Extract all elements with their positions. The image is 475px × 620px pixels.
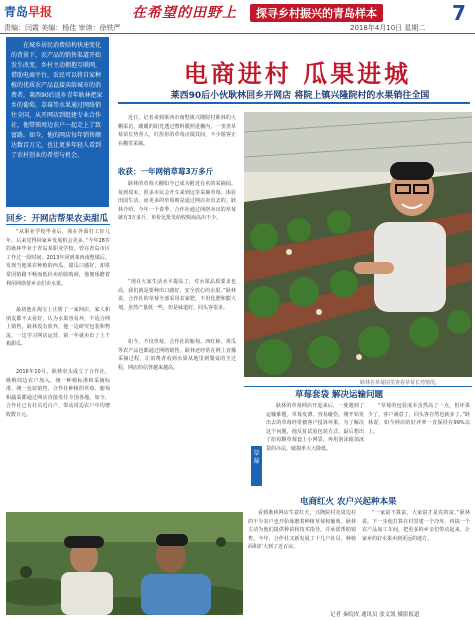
left-divider [6, 224, 110, 225]
section-divider-1 [244, 386, 472, 387]
editor-meta: 责编：闫霞 美编：杨佳 审读：徐铁严 [4, 24, 121, 32]
left-para-3: 2016年10月，耿林牵头成立了合作社，吸纳周边农户加入，统一种植标准和采摘标准，统一包装销售，合作社种植的草莓、葡萄和蔬菜都通过网店直接发往全国各地。如今，合作社已有社员近百户，带动周边农户年均增收数万元。 [6, 369, 110, 418]
headline-rule [118, 102, 470, 104]
left-heading: 回乡：开网店帮果农卖甜瓜 [6, 214, 109, 224]
photo-caption: 耿林在草莓园里查看草莓长势情况。 [360, 380, 441, 386]
credits: 记者 秦皖玫 通讯员 张文凯 摄影报道 [330, 612, 420, 618]
newspaper-logo [4, 3, 52, 20]
photo-man-in-strawberry-greenhouse [244, 112, 472, 377]
mid-para-2: 耿林的草莓大棚如今已成为附近有名的采摘园。每到周末，很多市民会开车来到这里采摘草莓，体验田园生活。而更多的草莓则是通过网店卖出去的。耿林介绍，今年一个春季，合作社通过网络卖出的草莓就有3万多斤，单价比批发给收购商高出不少。 [118, 181, 236, 222]
mid-para-3: “现在大家生活水平提高了，对水果品质要求也高，我们就是要种出口感好、安全放心的水果。”耿林说，合作社的草莓全部采用农家肥，不用化肥和膨大剂，虽然产量低一些，但是味道好，回头客很多。 [118, 279, 236, 311]
intro-box: 在城乡居民消费结构快速变化的背景下，农产品的销售渠道开始发生改变，乡村主动拥抱互联网，借助电商平台，农民可以将自家种植的优质农产品直接卖给城市的消费者。莱西90后返乡青年耿林把家乡的葡萄、草莓等水果通过网络销往全国，从开网店到组建专业合作社，他带领周边农户一起走上了致富路。如今，他的网店每年销售额达数百万元，也让更多年轻人看到了农村创业的希望与机会。 [6, 37, 109, 207]
mid-section-heading: 收获：一年网销草莓3万多斤 [118, 167, 214, 176]
strawberry-para-2: “草莓的包装成本虽然高了一点，但坏果少了，客户满意了，回头客自然也就多了。”耿林说，如今网店的好评率一直保持在99%以上。 [368, 403, 470, 435]
section-kicker: 在希望的田野上 [132, 5, 237, 21]
strawberry-para-1: 耿林的草莓网店开起来后，一度遇到了运输难题。草莓皮薄、容易碰伤，刚开始发出去的草莓经常被客户投诉坏果。为了解决这个问题，他反复试验包装方式，最后想出了给每颗草莓套上小网袋、再用泡沫箱加冰袋的办法，破损率大大降低。 [266, 403, 364, 452]
subheadline: 莱西90后小伙耿林回乡开网店 将院上镇兴隆院村的水果销往全国 [170, 91, 430, 101]
masthead [0, 0, 475, 22]
strawberry-vertical-label: 草莓 [251, 446, 262, 486]
section-subkicker: 探寻乡村振兴的青岛样本 [250, 4, 383, 22]
page-number: 7 [452, 1, 466, 25]
mid-para-4: 如今，不仅草莓，合作社的葡萄、西红柿、黄瓜等农产品也都通过网络销售。耿林还经常在网上直播采摘过程，让消费者看到水果从地里到餐桌的全过程，网店的信誉越来越高。 [118, 339, 236, 371]
logo-text-a: 青岛 [4, 5, 29, 19]
ecommerce-para-1: 看到耿林网店生意红火，兴隆院村及周边村的不少农户也开始琢磨着种植草莓和葡萄。耿林主动为他们提供种苗和技术指导，并承诺帮助销售。今年，合作社又新发展了十几户社员，种植面积扩大到了近百亩。 [248, 510, 356, 551]
left-para-2: 最初他在淘宝上注册了一家网店，家人和朋友都不太看好，认为水果容易坏，不适合网上销售。耿林没有放弃，他一边研究包装和物流，一边学习网店运营，第一年就卖出了上千箱甜瓜。 [6, 307, 110, 348]
ecommerce-heading: 电商红火 农户兴起种本果 [300, 497, 397, 507]
date-meta: 2018年4月10日 星期二 [350, 24, 426, 32]
bottom-left-photo [6, 512, 243, 615]
photo-two-men-field [6, 512, 243, 615]
left-para-1: “从职业学校毕业后，我在外面打工好几年，后来觉得回家乡发展机会更多。”今年28岁的耿林毕业于青岛某职业学校，曾在青岛市区工作过一段时间，2013年回到莱西南墅镇后，发现当地果农种植的西瓜、甜瓜口感好，却常常因销路不畅而低价卖给收购商，他便琢磨着利用网络帮乡亲们卖水果。 [6, 229, 110, 287]
headline: 电商进村 瓜果进城 [183, 59, 412, 88]
logo-text-b: 早报 [28, 5, 53, 19]
mid-para-1: 近日，记者来到莱西市南墅镇兴隆院村耿林的大棚采访，暖暖的阳光透过塑料膜照进棚内，一垄垄草莓苗长势喜人，红彤彤的草莓点缀其间，不少游客正在棚里采摘。 [118, 115, 236, 147]
main-photo [244, 112, 472, 377]
ecommerce-para-2: “一家富不算富，大家富才是真的富。”耿林说，下一步他打算在村里建一个冷库，再搞一个农产品加工车间，把更多的乡亲们带动起来，让家乡的好水果卖到更远的地方。 [362, 510, 470, 542]
strawberry-heading: 草莓套袋 解决运输问题 [295, 390, 383, 400]
